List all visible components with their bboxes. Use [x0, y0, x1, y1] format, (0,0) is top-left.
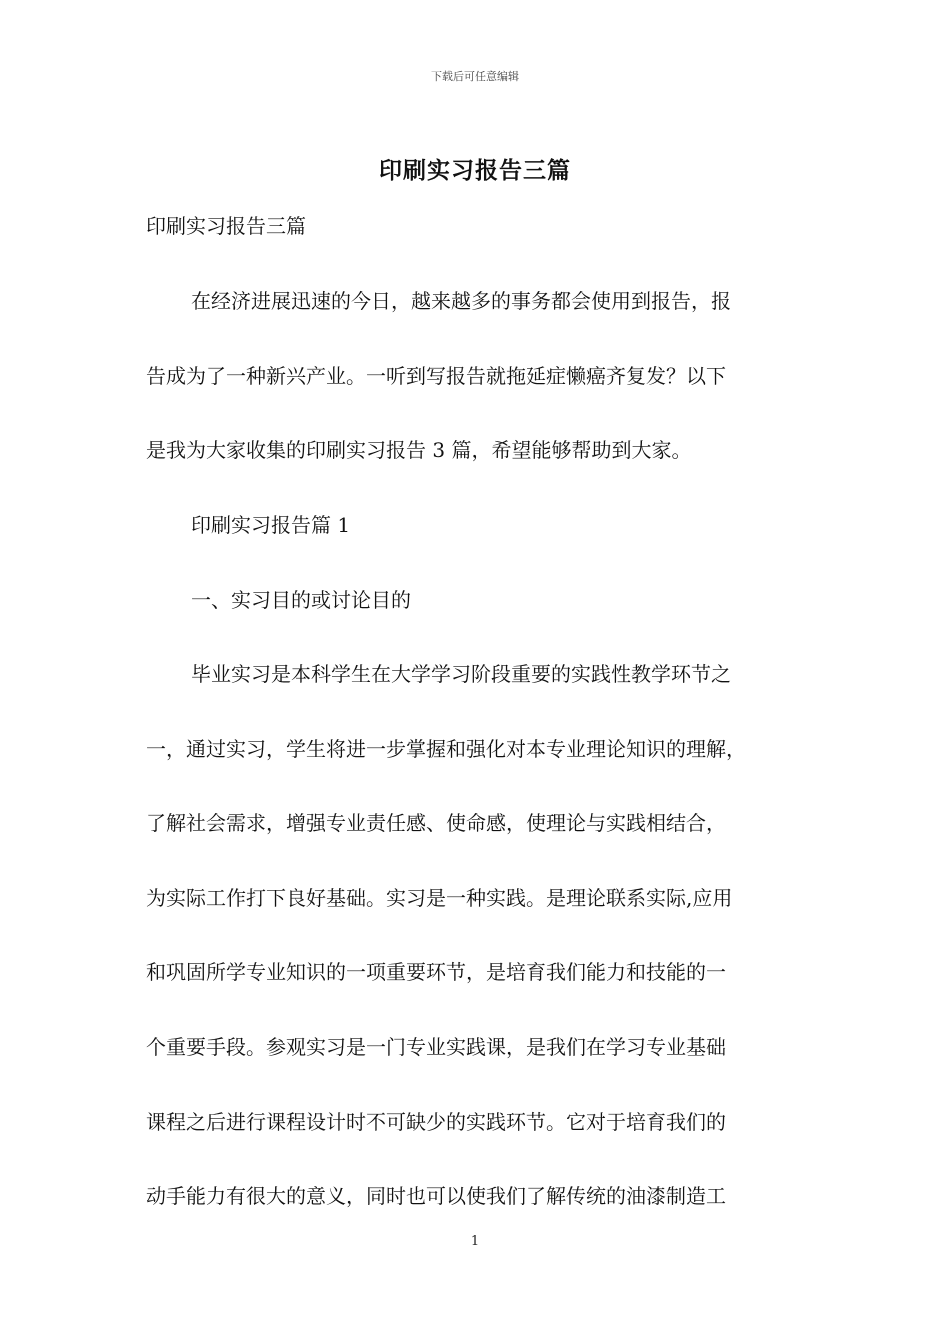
document-title: 印刷实习报告三篇: [379, 157, 571, 184]
page-header-note: 下载后可任意编辑: [431, 70, 519, 83]
paragraph-line: 和巩固所学专业知识的一项重要环节，是培育我们能力和技能的一: [146, 960, 726, 984]
document-subtitle: 印刷实习报告三篇: [146, 214, 306, 238]
paragraph-line: 一，通过实习，学生将进一步掌握和强化对本专业理论知识的理解，: [146, 737, 746, 761]
paragraph-line: 动手能力有很大的意义，同时也可以使我们了解传统的油漆制造工: [146, 1184, 726, 1208]
paragraph-line: 了解社会需求，增强专业责任感、使命感，使理论与实践相结合，: [146, 811, 726, 835]
paragraph-line: 告成为了一种新兴产业。一听到写报告就拖延症懒癌齐复发？以下: [146, 364, 726, 388]
paragraph-line: 为实际工作打下良好基础。实习是一种实践。是理论联系实际,应用: [146, 886, 733, 910]
paragraph-line: 毕业实习是本科学生在大学学习阶段重要的实践性教学环节之: [191, 662, 731, 686]
paragraph-line: 个重要手段。参观实习是一门专业实践课，是我们在学习专业基础: [146, 1035, 726, 1059]
section-heading: 印刷实习报告篇 1: [191, 513, 351, 537]
page-number: 1: [470, 1234, 480, 1249]
paragraph-line: 课程之后进行课程设计时不可缺少的实践环节。它对于培育我们的: [146, 1110, 726, 1134]
paragraph-line: 在经济进展迅速的今日，越来越多的事务都会使用到报告，报: [191, 289, 731, 313]
section-subheading: 一、实习目的或讨论目的: [191, 588, 411, 612]
paragraph-line: 是我为大家收集的印刷实习报告 3 篇，希望能够帮助到大家。: [146, 438, 692, 462]
